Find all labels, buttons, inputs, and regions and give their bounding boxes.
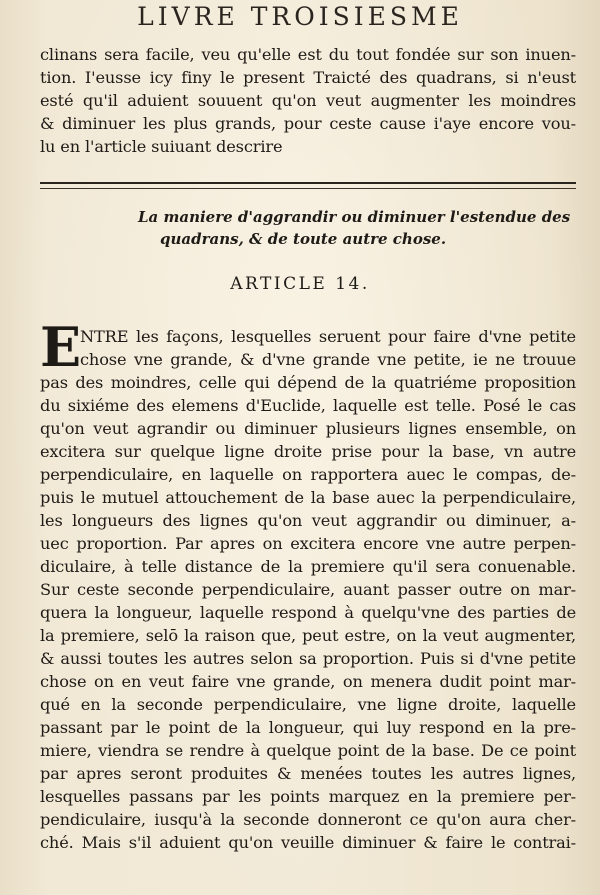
intro-line: clinans sera facile, veu qu'elle est du tout fondée sur son inuen- [40, 45, 576, 64]
body-line: les longueurs des lignes qu'on veut aggrandir ou diminuer, a- [40, 511, 576, 530]
body-line: chose vne grande, & d'vne grande vne petite, ie ne trouue [80, 350, 576, 369]
body-line: diculaire, à telle distance de la premiere qu'il sera conuenable. [40, 557, 576, 576]
body-line: ché. Mais s'il aduient qu'on veuille diminuer & faire le contrai- [40, 833, 576, 852]
body-line: chose on en veut faire vne grande, on menera dudit point mar- [40, 672, 576, 691]
body-line: lesquelles passans par les points marquez en la premiere per- [40, 787, 576, 806]
intro-line: esté qu'il aduient souuent qu'on veut augmenter les moindres [40, 91, 576, 110]
body-line: passant par le point de la longueur, qui luy respond en la pre- [40, 718, 576, 737]
body-line: par apres seront produites & menées toutes les autres lignes, [40, 764, 576, 783]
body-line: excitera sur quelque ligne droite prise pour la base, vn autre [40, 442, 576, 461]
body-line: qué en la seconde perpendiculaire, vne ligne droite, laquelle [40, 695, 576, 714]
body-line: pendiculaire, iusqu'à la seconde donneront ce qu'on aura cher- [40, 810, 576, 829]
intro-line: tion. I'eusse icy finy le present Traicté des quadrans, si n'eust [40, 68, 576, 87]
section-title-line: La maniere d'aggrandir ou diminuer l'estendue des [138, 208, 571, 226]
body-line: la premiere, selō la raison que, peut estre, on la veut augmenter, [40, 626, 576, 645]
body-line: NTRE les façons, lesquelles seruent pour faire d'vne petite [80, 327, 576, 346]
body-line: du sixiéme des elemens d'Euclide, laquelle est telle. Posé le cas [40, 396, 576, 415]
body-line: miere, viendra se rendre à quelque point de la base. De ce point [40, 741, 576, 760]
section-title-line: quadrans, & de toute autre chose. [160, 230, 447, 248]
running-head: LIVRE TROISIESME [137, 2, 463, 31]
body-line: Sur ceste seconde perpendiculaire, auant passer outre on mar- [40, 580, 576, 599]
intro-line: lu en l'article suiuant descrire [40, 137, 283, 156]
body-line: qu'on veut agrandir ou diminuer plusieurs lignes ensemble, on [40, 419, 576, 438]
drop-cap: E [40, 315, 82, 379]
intro-line: & diminuer les plus grands, pour ceste cause i'aye encore vou- [40, 114, 576, 133]
article-heading: ARTICLE 14. [230, 274, 370, 294]
section-rule [40, 182, 576, 184]
body-line: quera la longueur, laquelle respond à quelqu'vne des parties de [40, 603, 576, 622]
body-line: perpendiculaire, en laquelle on rapportera auec le compas, de- [40, 465, 576, 484]
body-line: & aussi toutes les autres selon sa proportion. Puis si d'vne petite [40, 649, 576, 668]
body-line: uec proportion. Par apres on excitera encore vne autre perpen- [40, 534, 576, 553]
body-line: pas des moindres, celle qui dépend de la quatriéme proposition [40, 373, 576, 392]
body-line: puis le mutuel attouchement de la base auec la perpendiculaire, [40, 488, 576, 507]
section-rule-thin [40, 188, 576, 189]
